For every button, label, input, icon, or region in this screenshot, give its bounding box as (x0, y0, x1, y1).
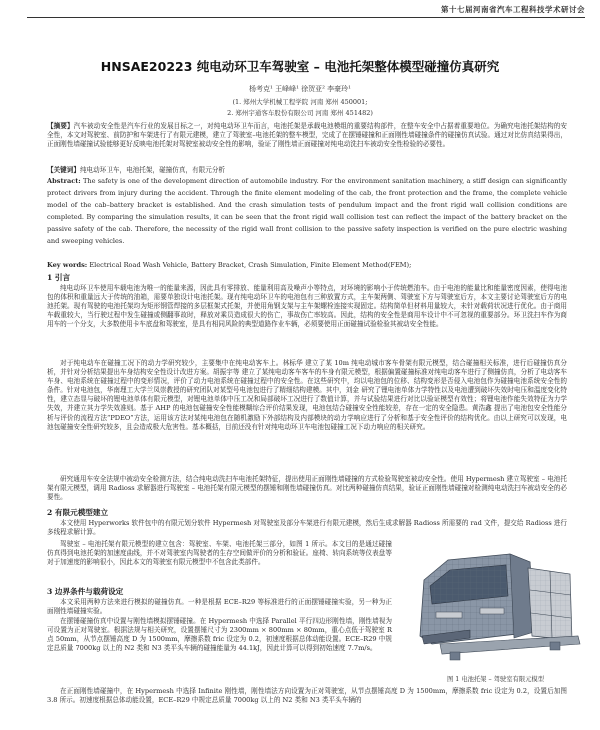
figure-1-cab-battery-model (410, 540, 585, 666)
abstract-cn-label: 【摘要】 (47, 122, 74, 130)
abstract-en-text: The safety is one of the development direction of automobile industry. For the environment sanitation machinery, a stiff design can significantly protect drivers from injury during the accident. Through the finite element modeling of the cab, the front protection and the frame, the complete vehicle model of the cab–battery bracket is established. And the crash simulation tests of pendulum impact and the front rigid wall collision conditions are completed. By comparing the simulation results, it can be seen that the front rigid wall collision test can reflect the impact of the battery bracket on the passive safety of the cab. Therefore, the necessity of the rigid wall front collision to the passive safety inspection is verified on the pure electric washing and sweeping vehicles. (47, 177, 567, 246)
section-3-paragraph-1: 本文采用两种方法来进行模拟的碰撞仿真。一种是根据 ECE–R29 等标准进行的正面摆锤碰撞实验，另一种为正面刚性墙碰撞实验。 (47, 598, 392, 616)
paper-title: HNSAE20223 纯电动环卫车驾驶室 – 电池托架整体模型碰撞仿真研究 (100, 59, 500, 74)
abstract-en (47, 175, 567, 248)
fem-model-illustration (410, 540, 585, 666)
affiliation-1: (1. 郑州大学机械工程学院 河南 郑州 450001; (232, 98, 368, 106)
affiliation-2: 2. 郑州宇通客车股份有限公司 河南 郑州 451482) (227, 109, 373, 117)
figure-1-caption: 图 1 电池托架 – 驾驶室有限元模型 (446, 676, 545, 683)
running-head: 第十七届河南省汽车工程科技学术研讨会 (441, 5, 585, 14)
running-head-rule (27, 17, 585, 18)
abstract-cn (47, 122, 567, 149)
section-3-heading: 3 边界条件与载荷设定 (47, 587, 124, 596)
abstract-cn-text: 汽车被动安全性是汽车行业的发展目标之一，对纯电动环卫车而言，电池托架是承载电池模组的重要结构部件，在整车安全中占据着重要地位。为确究电池托架结构的安全性，本文对驾驶室、前防护和车架进行了有限元建模，建立了驾驶室–电池托架的整车模型，完成了在摆锤碰撞和正面刚性墙碰撞条件的碰撞仿真试验。通过对比仿真结果得出，正面刚性墙碰撞试验能够更好反映电池托架对驾驶室被动安全性的影响，验证了刚性墙正面碰撞对纯电动洗扫车被动安全性检验的必要性。 (47, 122, 567, 149)
keywords-cn (47, 166, 567, 175)
section-3-paragraph-2: 在摆锤碰撞仿真中设置与刚性墙模拟摆锤碰撞。在 Hypermesh 中选择 Parallel 平行四边形刚性墙，刚性墙视为可设置为正对驾驶室。根据法规与相关研究，设置摆锤尺寸为 2300mm × 800mm × 80mm，重心点低于驾驶室 R 点 50mm，从节点摆锤高度 D 为 1500mm，摩擦系数 fric 设定为 0.2，初速度根据总体动能设置。ECE–R29 中规定总质量 7000kg 以上的 N2 类和 N3 类平头车辆的碰撞能量为 44.1kJ，因此计算可以得到初始速度 7.7m/s。 (47, 617, 392, 653)
author-list: 杨考克¹ 王峰峰¹ 徐贺亚² 李豪玲¹ (249, 85, 351, 93)
battery-bracket (528, 568, 572, 640)
keywords-cn-label: 【关键词】 (47, 166, 80, 174)
keywords-en-label: Key words: (47, 261, 88, 269)
section-1-paragraph-3: 研究通用车安全法规中被动安全检测方法，结合纯电动洗扫车电池托架特征，提出使用正面刚性墙碰撞的方式检验驾驶室被动安全性。使用 Hypermesh 建立驾驶室 – 电池托架有限元模型，调用 Radioss 求解器进行驾驶室 – 电池托架有限元模型的摆锤和刚性墙碰撞仿真。对比两种碰撞仿真结果，验证正面刚性墙碰撞对检测纯电动洗扫车被动安全的必要性。 (47, 475, 567, 502)
abstract-en-label: Abstract: (47, 177, 81, 185)
section-2-heading: 2 有限元模型建立 (47, 508, 109, 517)
section-2-paragraph-2: 驾驶室 – 电池托架有限元模型的建立包含：驾驶室、车架、电池托架三部分，如图 1 所示。本文目的是通过碰撞仿真得到电池托架的加速度曲线，并不对驾驶室内驾驶者的生存空间做评价的分析和验证。座椅、转向系统等仪表盘等对于加速度的影响很小，因此本文的驾驶室有限元模型中不包含此类部件。 (47, 540, 392, 567)
section-1-paragraph-2: 对于纯电动车在碰撞工况下的动力学研究较少，主要集中在纯电动客车上。林标华 建立了某 10m 纯电动城市客车骨架有限元模型，结合碰撞相关标准，进行后碰撞仿真分析，并针对分析结果提出车身结构安全性设计改进方案。胡振宇等 建立了某纯电动客车客车的车身有限元模型，根据偏置碰撞标准对纯电动客车进行了侧撞仿真，分析了电动客车车身、电池系统在碰撞过程中的变形情况，评价了动力电池系统在碰撞过程中的安全性。在这些研究中，均以电池包的位移、结构变形是否侵入电池包作为碰撞电池系统安全性的条件。针对电池包，华南理工大学兰凤崇教授的研究团队对某型号电池包进行了精细结构建模。其中，刘金 研究了锂电池单体力学特性以及电池遭到破坏失效时电压和温度变化特性，建立态显与破坏的锂电池单体有限元模型，对锂电池单体中压工况和局部破坏工况进行了数值计算，并与试验结果进行对比以验证模型有效性；将锂电池作能失效特征为力学失效，并建立其力学失效准则。基于 AHP 的电池包碰撞安全性能模糊综合评价结果发现，电池包结合碰撞安全性能较差，存在一定的安全隐患。黄浩鑫 提出了电池包安全性能分析与评价的流程方法“PDEO”方法，运用该方法对某纯电池包在随机激励下外部结构及内部模块的动力学响应进行了分析和基于安全性评价的结构优化。由以上研究可以发现，电池包碰撞安全性研究较多，且会造成极大危害性。基本概括，目前还没有针对纯电动环卫车电池包碰撞工况下动力响应的相关研究。 (47, 359, 567, 431)
cab-shell (420, 554, 534, 644)
section-2-paragraph-1: 本文使用 Hyperworks 软件包中的有限元划分软件 Hypermesh 对驾驶室及部分车架进行有限元建模，然后生成求解器 Radioss 所需要的 rad 文件，提交给 Radioss 进行多线程求解计算。 (47, 519, 567, 537)
section-1-heading: 1 引言 (47, 273, 71, 282)
section-3-paragraph-3: 在正面刚性墙碰撞中，在 Hypermesh 中选择 Infinite 刚性墙，刚性墙法方向设置为正对驾驶室，从节点摆锤高度 D 为 1500mm，摩擦系数 fric 设定为 0.2，设置后加图 3.8 所示。初速度根据总体动能设置，ECE–R29 中规定总质量 7000kg 以上的 N2 类和 N3 类平头车辆的 (47, 687, 567, 705)
keywords-en-text: Electrical Road Wash Vehicle, Battery Bracket, Crash Simulation, Finite Element Method(FEM); (89, 261, 412, 269)
keywords-cn-text: 纯电动环卫车，电池托架，碰撞仿真，有限元分析 (79, 166, 226, 174)
section-1-paragraph-1: 纯电动环卫车使用车载电池为唯一的能量来源，因此具有零排放、能量利用高及噪声小等特点，对环境的影响小于传统燃油车。由于电池的能量比和能量密度因素，使得电池包的体积和重量远大于传统的油箱，需要单独设计电池托架。现有纯电动环卫车的电池包有三种放置方式，主车架两侧、驾驶室下方与驾驶室后方，本文主要讨论驾驶室后方的电池托架。现有驾驶的电池托架均为矩形钢管焊接的多层框架式托架，并使用角钢支架与主车架螺栓连接实现固定。结构简单但材料用量较大，未针对载荷状况进行优化。由于商用车载重较大，当行驶过程中发生碰撞或侧翻事故时，释放对乘员造成很大的伤亡，事故伤亡率较高。因此，结构的安全性是商用车设计中不可忽视的重要部分。环卫洗扫车作为商用车的一个分支，大多数使用卡车底盘和驾驶室，是具有相同风险的典型道路作业车辆，必须要使用正面碰撞试验检验其被动安全性能。 (47, 284, 567, 329)
keywords-en (47, 261, 567, 270)
